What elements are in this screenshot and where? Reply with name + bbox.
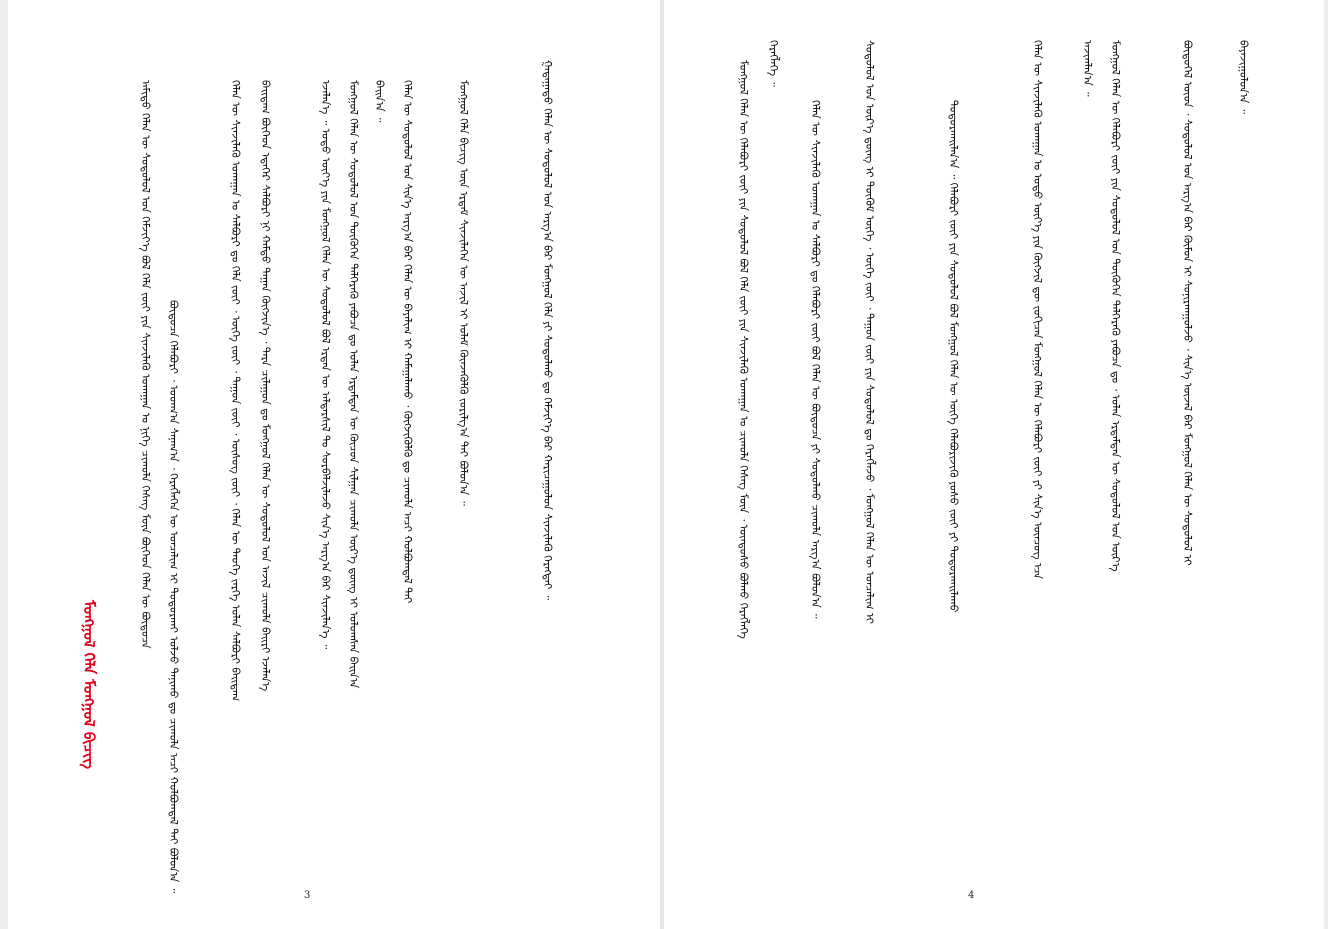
text-column: ᠰᠤᠳᠤᠯᠤᠯ ᠤᠨ ᠦᠷ᠎ᠡ ᠳ᠋ᠦᠩ ᠢ ᠳᠦᠭᠦᠮ ᠦᠭᠡ ᠂ ᠦᠭᠡ ᠵᠦᠢ ᠂ ᠳᠠᠭᠤᠨ ᠵᠦᠢ ᠶᠢᠨ ᠰᠤᠳᠤᠯᠤᠯ ᠳᠤ ᠬᠡᠷᠡᠭᠯᠡᠵᠦ ᠂ ᠮᠣᠩᠭᠣᠯ ᠬᠡᠯᠡᠨ ᠦ ᠣᠨᠴᠠᠯᠢᠭ ᠢ xyxy=(863,40,876,624)
text-column: ᠠᠮᠢᠳᠤ ᠬᠡᠯᠡᠨ ᠦ ᠰᠤᠳᠤᠯᠤᠯ ᠤᠨ ᠬᠡᠮᠵᠢᠶ᠎ᠡ ᠪᠣᠯ ᠬᠡᠯᠡ ᠵᠦᠢ ᠶᠢᠨ ᠰᠢᠨᠵᠢᠯᠡᠬᠦ ᠤᠬᠠᠭᠠᠨ ᠤ ᠨᠢᠭᠡ ᠴᠢᠬᠤᠯᠠ ᠬᠡᠰᠡᠭ ᠮᠥᠨ ᠪᠥᠭᠡᠳ ᠬᠡᠯᠡᠨ ᠦ ᠪᠦᠲᠦᠴᠡ xyxy=(139,80,152,649)
text-column: ᠲᠣᠳᠣᠷᠬᠠᠢᠯᠠᠨ᠎ᠠ ᠃ ᠬᠡᠯᠡᠪᠦᠷᠢ ᠵᠦᠢ ᠶᠢᠨ ᠰᠤᠳᠤᠯᠤᠯ ᠪᠣᠯ ᠮᠣᠩᠭᠣᠯ ᠬᠡᠯᠡᠨ ᠦ ᠦᠭᠡ ᠬᠡᠯᠡᠪᠦᠷᠢᠵᠢᠬᠦ ᠶᠣᠰᠣ ᠵᠦᠢ ᠶᠢ ᠲᠣᠳᠣᠷᠬᠠᠢᠯᠠᠬᠤ xyxy=(947,100,960,613)
page-number: 3 xyxy=(304,890,311,901)
text-column: ᠬᠡᠯᠡᠨ ᠦ ᠰᠤᠳᠤᠯᠤᠯ ᠤᠨ ᠰᠢᠨ᠎ᠡ ᠠᠷᠭ᠎ᠠ ᠪᠠᠷ ᠬᠡᠯᠡᠨ ᠦ ᠪᠠᠶᠠᠯᠢᠭ ᠢ ᠬᠠᠮᠠᠭᠠᠯᠠᠬᠤ ᠂ ᠬᠥᠭᠵᠢᠭᠦᠯᠬᠦ ᠳᠤ ᠴᠢᠬᠤᠯᠠ ᠠᠴᠢ ᠬᠣᠯᠪᠣᠭᠳᠠᠯ ᠲᠠᠢ xyxy=(401,80,414,604)
page-4 xyxy=(664,0,1324,929)
page-3 xyxy=(8,0,660,929)
text-column: ᠪᠦᠲᠦᠴᠡ ᠬᠡᠯᠡᠪᠦᠷᠢ ᠂ ᠤᠳᠬ᠎ᠠ ᠰᠠᠨᠠᠭ᠎ᠠ ᠂ ᠬᠡᠷᠡᠭᠯᠡᠭᠡᠨ ᠦ ᠣᠨᠴᠠᠯᠢᠭ ᠢ ᠲᠣᠳᠣᠷᠬᠠᠢ ᠣᠯᠵᠤ ᠲᠠᠨᠢᠬᠤ ᠳᠤ ᠴᠢᠬᠤᠯᠠ ᠠᠴᠢ ᠬᠣᠯᠪᠣᠭᠳᠠᠯ ᠲᠠᠢ ᠪᠣᠯᠤᠨ᠎ᠠ ᠃ xyxy=(167,300,180,894)
text-column: ᠬᠡᠯᠡᠨ ᠦ ᠰᠢᠨᠵᠢᠯᠡᠬᠦ ᠤᠬᠠᠭᠠᠨ ᠤ ᠰᠠᠯᠪᠤᠷᠢ ᠳᠤ ᠬᠡᠯᠡᠪᠦᠷᠢ ᠵᠦᠢ ᠪᠣᠯ ᠬᠡᠯᠡᠨ ᠦ ᠪᠦᠲᠦᠴᠡ ᠶᠢ ᠰᠤᠳᠤᠯᠬᠤ ᠴᠢᠬᠤᠯᠠ ᠠᠷᠭ᠎ᠠ ᠪᠣᠯᠤᠨ᠎ᠠ ᠃ xyxy=(809,100,822,619)
text-column: ᠮᠣᠩᠭᠣᠯ ᠬᠡᠯᠡ ᠪᠢᠴᠢᠭ ᠦᠨ ᠡᠷᠳᠡᠮ ᠰᠢᠨᠵᠢᠯᠡᠭᠡᠨ ᠦ ᠠᠵᠢᠯ ᠢ ᠤᠯᠠᠮ ᠭᠦᠨᠵᠡᠭᠦᠯᠬᠦ ᠵᠣᠷᠢᠯᠭ᠎ᠠ ᠲᠠᠢ ᠪᠣᠯᠤᠨ᠎ᠠ ᠃ xyxy=(457,80,470,506)
text-column: ᠪᠠᠢᠳᠠᠭ ᠪᠥᠭᠡᠳ ᠡᠳᠡᠭᠡᠷ ᠰᠠᠯᠪᠤᠷᠢ ᠨᠢ ᠬᠠᠮᠲᠤ ᠳᠠᠭᠠᠨ ᠬᠥᠭᠵᠢᠨ᠎ᠡ ᠂ ᠲᠡᠷᠡ ᠴᠢᠯᠠᠭᠤᠨ ᠳᠤ ᠮᠣᠩᠭᠣᠯ ᠬᠡᠯᠡᠨ ᠦ ᠰᠤᠳᠤᠯᠤᠯ ᠤᠨ ᠠᠵᠢᠯ ᠴᠢᠬᠤᠯᠠ ᠪᠠᠢᠷᠢ ᠡᠵᠡᠯᠡᠨ᠎ᠡ xyxy=(259,80,272,692)
text-column: ᠬᠡᠷᠡᠭᠯᠡᠭᠡ ᠃ xyxy=(767,40,780,87)
text-column: ᠭᠠᠳᠠᠭᠠᠳᠤ ᠬᠡᠯᠡᠨ ᠦ ᠰᠤᠳᠤᠯᠤᠯ ᠤᠨ ᠠᠷᠭ᠎ᠠ ᠪᠠᠷ ᠮᠣᠩᠭᠣᠯ ᠬᠡᠯᠡ ᠶᠢ ᠰᠤᠳᠤᠯᠬᠤ ᠳᠤ ᠬᠡᠮᠵᠢᠶ᠎ᠡ ᠪᠠᠷ ᠬᠠᠷᠢᠴᠠᠭᠤᠯᠤᠨ ᠰᠢᠨᠵᠢᠯᠡᠬᠦ ᠬᠡᠷᠡᠭᠲᠡᠢ ᠃ xyxy=(541,60,554,600)
text-column: ᠮᠣᠩᠭᠣᠯ ᠬᠡᠯᠡᠨ ᠦ ᠬᠡᠯᠡᠪᠦᠷᠢ ᠵᠦᠢ ᠶᠢᠨ ᠰᠤᠳᠤᠯᠤᠯ ᠤᠨ ᠲᠦᠭᠦᠭᠡᠨ ᠳᠡᠯᠭᠡᠷᠡᠬᠦ ᠶᠠᠪᠤᠴᠠ ᠳᠤ ᠂ ᠣᠯᠠᠨ ᠡᠷᠳᠡᠮᠲᠡᠨ ᠦ ᠰᠤᠳᠤᠯᠤᠯ ᠤᠨ ᠦᠷ᠎ᠡ xyxy=(1109,40,1122,572)
text-column: ᠮᠣᠩᠭᠣᠯ ᠬᠡᠯᠡᠨ ᠦ ᠬᠡᠯᠡᠪᠦᠷᠢ ᠵᠦᠢ ᠶᠢᠨ ᠰᠤᠳᠤᠯᠤᠯ ᠪᠣᠯ ᠬᠡᠯᠡ ᠵᠦᠢ ᠶᠢᠨ ᠰᠢᠨᠵᠢᠯᠡᠬᠦ ᠤᠬᠠᠭᠠᠨ ᠤ ᠴᠢᠬᠤᠯᠠ ᠬᠡᠰᠡᠭ ᠮᠥᠨ ᠂ ᠦᠨᠳᠦᠰᠦ ᠪᠣᠯᠬᠤ ᠬᠡᠷᠡᠭᠯᠡᠭᠡ xyxy=(737,60,750,639)
text-column: ᠪᠦᠲᠦᠭᠡᠯ ᠦᠳ ᠂ ᠰᠤᠳᠤᠯᠤᠯ ᠤᠨ ᠠᠷᠭ᠎ᠠ ᠪᠠᠷ ᠬᠦᠮᠦᠨ ᠢ ᠰᠣᠨᠢᠷᠬᠠᠭᠤᠯᠵᠤ ᠂ ᠰᠢᠨ᠎ᠡ ᠦᠵᠡᠯ ᠪᠠᠷ ᠮᠣᠩᠭᠣᠯ ᠬᠡᠯᠡᠨ ᠦ ᠰᠤᠳᠤᠯᠤᠯ ᠢ xyxy=(1181,40,1194,566)
text-column: ᠪᠠᠶᠠᠵᠢᠭᠤᠯᠤᠨ᠎ᠠ ᠃ xyxy=(1237,40,1250,115)
text-column: ᠬᠡᠯᠡᠨ ᠦ ᠰᠢᠨᠵᠢᠯᠡᠬᠦ ᠤᠬᠠᠭᠠᠨ ᠤ ᠰᠠᠯᠪᠤᠷᠢ ᠳᠤ ᠬᠡᠯᠡ ᠵᠦᠢ ᠂ ᠦᠭᠡ ᠵᠦᠢ ᠂ ᠳᠠᠭᠤᠨ ᠵᠦᠢ ᠂ ᠦᠰᠦᠭ ᠵᠦᠢ ᠂ ᠬᠡᠯᠡᠨ ᠦ ᠲᠡᠦᠬᠡ ᠵᠡᠷᠭᠡ ᠣᠯᠠᠨ ᠰᠠᠯᠪᠤᠷᠢ ᠪᠠᠢᠳᠠᠭ xyxy=(229,80,242,702)
text-column: ᠬᠡᠯᠡᠨ ᠦ ᠰᠢᠨᠵᠢᠯᠡᠬᠦ ᠤᠬᠠᠭᠠᠨ ᠤ ᠣᠳᠣ ᠦᠶ᠎ᠡ ᠶᠢᠨ ᠬᠥᠭᠵᠢᠯ ᠳᠦ ᠵᠣᠬᠢᠴᠠᠨ ᠮᠣᠩᠭᠣᠯ ᠬᠡᠯᠡᠨ ᠦ ᠬᠡᠯᠡᠪᠦᠷᠢ ᠵᠦᠢ ᠶᠢ ᠰᠢᠨ᠎ᠡ ᠥᠨᠴᠦᠭ ᠡᠴᠡ xyxy=(1031,40,1044,580)
text-column: ᠠᠵᠢᠭᠯᠠᠨ᠎ᠠ ᠃ xyxy=(1081,40,1094,97)
page-title: ᠮᠣᠩᠭᠣᠯ ᠬᠡᠯᠡ ᠮᠣᠩᠭᠣᠯ ᠪᠢᠴᠢᠭ᠌ xyxy=(80,600,98,770)
text-column: ᠮᠣᠩᠭᠣᠯ ᠬᠡᠯᠡᠨ ᠦ ᠰᠤᠳᠤᠯᠤᠯ ᠤᠨ ᠲᠦᠭᠦᠭᠡᠨ ᠳᠡᠯᠭᠡᠷᠡᠬᠦ ᠶᠠᠪᠤᠴᠠ ᠳᠤ ᠣᠯᠠᠨ ᠡᠷᠳᠡᠮᠲᠡᠨ ᠦ ᠬᠦᠴᠦᠨ ᠰᠢᠯᠭᠠᠨ ᠴᠢᠬᠤᠯᠠ ᠦᠷ᠎ᠡ ᠳ᠋ᠦᠩ ᠢ ᠣᠯᠤᠭᠰᠠᠨ ᠪᠠᠢᠨ᠎ᠠ xyxy=(347,80,360,689)
text-column: ᠪᠠᠢᠨ᠎ᠠ ᠃ xyxy=(373,80,386,123)
text-column: ᠡᠵᠡᠯᠡᠨ᠎ᠡ ᠃ ᠣᠳᠣ ᠦᠶ᠎ᠡ ᠶᠢᠨ ᠮᠣᠩᠭᠣᠯ ᠬᠡᠯᠡᠨ ᠦ ᠰᠤᠳᠤᠯᠤᠯ ᠪᠣᠯ ᠡᠷᠲᠡᠨ ᠦ ᠠᠯᠳᠠᠷᠰᠢᠯ ᠲᠤ ᠰᠤᠷᠪᠠᠯᠵᠢᠯᠠᠵᠤ ᠰᠢᠨ᠎ᠡ ᠠᠷᠭ᠎ᠠ ᠪᠠᠷ ᠰᠢᠨᠵᠢᠯᠡᠨ᠎ᠡ ᠃ xyxy=(319,80,332,650)
page-number: 4 xyxy=(968,890,975,901)
